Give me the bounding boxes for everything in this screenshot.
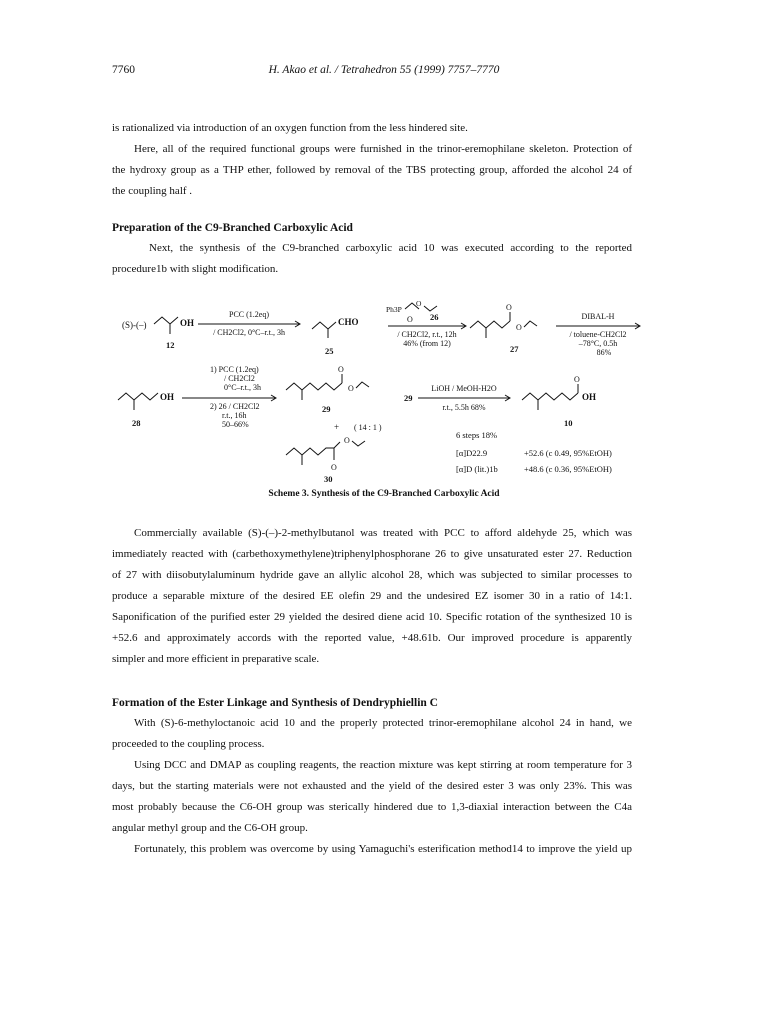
step3-bot2: –78°C, 0.5h — [578, 339, 618, 348]
section1-paragraph — [112, 238, 632, 280]
compound-10: 10 — [564, 418, 573, 428]
compound-28: 28 — [132, 418, 141, 428]
intro-line-4: the coupling half . — [112, 185, 193, 197]
start-label: (S)-(–) — [122, 320, 147, 330]
page-number: 7760 — [112, 64, 135, 76]
rotation-found-label: [α]D22.9 — [456, 448, 488, 458]
reaction-scheme — [112, 300, 652, 505]
results-line-2: immediately reacted with (carbethoxymethylene)triphenylphosphorane 26 to give unsaturated ester 27. Reduction — [112, 548, 632, 560]
step3-top: DIBAL-H — [581, 312, 615, 321]
step2-bot2: 46% (from 12) — [403, 339, 451, 348]
results-line-4: produce a separable mixture of the desired EE olefin 29 and the undesired EZ isomer 30 in a ratio of 14:1. — [112, 590, 632, 602]
o-26-carbonyl: O — [407, 315, 413, 324]
cho-25: CHO — [338, 317, 359, 327]
section-heading-ester-linkage: Formation of the Ester Linkage and Synthesis of Dendryphiellin C — [112, 697, 438, 709]
step4-l4: 2) 26 / CH2Cl2 — [210, 402, 260, 411]
o-29-ether: O — [348, 384, 354, 393]
bond-12 — [154, 317, 178, 324]
bond-27 — [470, 321, 510, 328]
overall-yield: 6 steps 18% — [456, 430, 498, 440]
bond-29 — [286, 383, 342, 390]
results-line-6: +52.6 and approximately accords with the reported value, +48.61b. Our improved procedure is apparently — [112, 632, 632, 644]
section2-p2-line-4: angular methyl group and the C6-OH group. — [112, 822, 308, 834]
rotation-lit-label: [α]D (lit.)1b — [456, 464, 498, 474]
step1-top: PCC (1.2eq) — [229, 310, 269, 319]
o-29-carbonyl: O — [338, 365, 344, 374]
rotation-found-value: +52.6 (c 0.49, 95%EtOH) — [524, 448, 612, 458]
section1-line-2: procedure1b with slight modification. — [112, 263, 279, 275]
step4-l3: 0°C–r.t., 3h — [224, 383, 261, 392]
section1-line-1: Next, the synthesis of the C9-branched carboxylic acid 10 was executed according to the reported — [149, 242, 632, 254]
bond-26-ethyl — [424, 306, 437, 311]
compound-25: 25 — [325, 346, 334, 356]
section2-paragraph-2 — [112, 755, 632, 839]
oh-28: OH — [160, 392, 175, 402]
step4-l1: 1) PCC (1.2eq) — [210, 365, 259, 374]
section-heading-carboxylic-acid: Preparation of the C9-Branched Carboxylic Acid — [112, 222, 353, 234]
isomer-ratio: ( 14 : 1 ) — [354, 423, 382, 432]
results-line-5: Saponification of the purified ester 29 yielded the desired diene acid 10. Specific rotation of the synthesized 10 is — [112, 611, 632, 623]
running-head: H. Akao et al. / Tetrahedron 55 (1999) 7757–7770 — [268, 64, 500, 76]
plus-sign: + — [334, 422, 340, 432]
compound-29: 29 — [322, 404, 331, 414]
bond-29-ethyl — [356, 382, 369, 388]
compound-12: 12 — [166, 340, 175, 350]
compound-30: 30 — [324, 474, 333, 484]
results-paragraph — [112, 523, 632, 670]
intro-line-2: Here, all of the required functional groups were furnished in the trinor-eremophilane skeleton. Protection of — [134, 143, 632, 155]
intro-line-1: is rationalized via introduction of an oxygen function from the less hindered site. — [112, 122, 468, 134]
section2-p2-line-1: Using DCC and DMAP as coupling reagents, the reaction mixture was kept stirring at room temperature for 3 — [134, 759, 632, 771]
o-26-ether: O — [416, 300, 422, 308]
section2-p3-line-1: Fortunately, this problem was overcome by using Yamaguchi's esterification method14 to improve the yield up — [134, 843, 632, 855]
intro-line-3: the hydroxy group as a THP ether, followed by removal of the TBS protecting group, afforded the alcohol 24 of — [112, 164, 632, 176]
section2-p2-line-2: days, but the starting materials were not exhausted and the yield of the desired ester 3 was only 23%. This was — [112, 780, 632, 792]
bond-10 — [522, 393, 578, 400]
step4-l5: r.t., 16h — [222, 411, 247, 420]
step2-bot1: / CH2Cl2, r.t., 12h — [397, 330, 457, 339]
section2-paragraph-3 — [112, 839, 632, 860]
o-30-carbonyl: O — [331, 463, 337, 472]
bond-28 — [118, 393, 158, 400]
bond-27-ethyl — [524, 321, 537, 327]
o-10-carbonyl: O — [574, 375, 580, 384]
results-line-7: simpler and more efficient in preparative scale. — [112, 653, 320, 665]
step4-l6: 50–66% — [222, 420, 249, 429]
oh-12: OH — [180, 318, 195, 328]
step3-bot3: 86% — [596, 348, 612, 357]
section2-p1-line-1: With (S)-6-methyloctanoic acid 10 and the properly protected trinor-eremophilane alcohol 24 in hand, we — [134, 717, 632, 729]
rotation-lit-value: +48.6 (c 0.36, 95%EtOH) — [524, 464, 612, 474]
compound-26-label: 26 — [430, 312, 439, 322]
step1-bot: / CH2Cl2, 0°C–r.t., 3h — [213, 328, 285, 337]
scheme-caption: Scheme 3. Synthesis of the C9-Branched Carboxylic Acid — [268, 489, 500, 499]
section2-paragraph-1 — [112, 713, 632, 755]
o-30-ether: O — [344, 436, 350, 445]
oh-10: OH — [582, 392, 597, 402]
o-27-carbonyl: O — [506, 303, 512, 312]
step3-bot1: / toluene-CH2Cl2 — [569, 330, 627, 339]
compound-29-reactant: 29 — [404, 393, 413, 403]
results-line-1: Commercially available (S)-(–)-2-methylbutanol was treated with PCC to afford aldehyde 25, which was — [134, 527, 632, 539]
results-line-3: of 27 with diisobutylaluminum hydride gave an allylic alcohol 28, which was subjected to similar processes to — [112, 569, 632, 581]
section2-p1-line-2: proceeded to the coupling process. — [112, 738, 265, 750]
step4-l2: / CH2Cl2 — [224, 374, 255, 383]
o-27-ether: O — [516, 323, 522, 332]
intro-paragraph — [112, 118, 632, 202]
compound-27: 27 — [510, 344, 519, 354]
ph3p-26: Ph3P — [386, 305, 402, 314]
step5-bot: r.t., 5.5h 68% — [442, 403, 486, 412]
bond-25 — [312, 322, 336, 329]
bond-30 — [286, 442, 340, 455]
step5-top: LiOH / MeOH-H2O — [431, 384, 497, 393]
section2-p2-line-3: most probably because the C6-OH group was sterically hindered due to 1,3-diaxial interaction between the C4a — [112, 801, 632, 813]
bond-30-ethyl — [352, 441, 365, 446]
